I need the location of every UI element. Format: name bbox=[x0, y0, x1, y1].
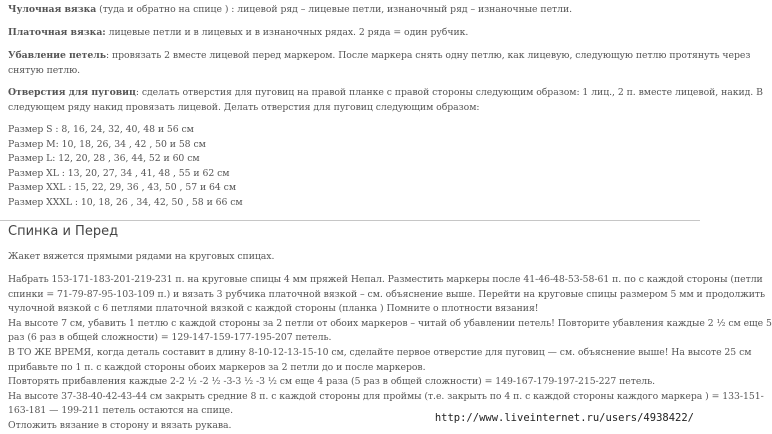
size-line: Размер XL : 13, 20, 27, 34 , 41, 48 , 55 и 62 см bbox=[8, 167, 230, 179]
instruction-line: Повторять прибавления каждые 2-2 ½ -2 ½ -3-3 ½ -3 ½ см еще 4 раза (5 раз в общей сложности) = 149-167-179-197-215-227 петель. bbox=[8, 376, 656, 388]
garter-paragraph bbox=[8, 26, 694, 41]
decrease-text-line2: снятую петлю. bbox=[8, 64, 81, 76]
buttonholes-text-line1: : сделать отверстия для пуговиц на правой планке с правой стороны следующим образом: 1 лиц., 2 п. вместе лицевой, накид. В bbox=[135, 87, 763, 98]
section-title: Спинка и Перед bbox=[8, 224, 119, 239]
size-line: Размер XXL : 15, 22, 29, 36 , 43, 50 , 57 и 64 см bbox=[8, 182, 237, 194]
size-line: Размер M: 10, 18, 26, 34 , 42 , 50 и 58 см bbox=[8, 138, 206, 150]
intro-paragraph bbox=[8, 250, 694, 265]
decrease-paragraph bbox=[8, 49, 751, 78]
instruction-line: спинки = 71-79-87-95-103-109 п.) и вязать 3 рубчика платочной вязкой – см. объяснение выше. Перейти на круговые спицы размером 5 мм и продолжить bbox=[8, 288, 766, 300]
instruction-line: На высоте 37-38-40-42-43-44 см закрыть средние 8 п. с каждой стороны для проймы (т.е. закрыть по 4 п. с каждой стороны каждого маркера ) = 133-151- bbox=[8, 390, 764, 402]
stockinette-term: Чулочная вязка bbox=[8, 4, 97, 15]
garter-text: лицевые петли и в лицевых и в изнаночных рядах. 2 ряда = один рубчик. bbox=[105, 27, 469, 38]
buttonholes-term: Отверстия для пуговиц bbox=[8, 87, 136, 98]
instruction-line: раз (6 раз в общей сложности) = 129-147-159-177-195-207 петель. bbox=[8, 332, 332, 344]
watermark-url: http://www.liveinternet.ru/users/4938422/ bbox=[434, 412, 694, 424]
decrease-term: Убавление петель bbox=[8, 50, 107, 61]
instruction-line: 163-181 — 199-211 петель остаются на спице. bbox=[8, 405, 234, 417]
sizes-list bbox=[8, 123, 694, 211]
instruction-line: прибавьте по 1 п. с каждой стороны обоих маркеров за 2 петли до и после маркеров. bbox=[8, 361, 426, 373]
instruction-line: Отложить вязание в сторону и вязать рукава. bbox=[8, 419, 232, 431]
instruction-line: В ТО ЖЕ ВРЕМЯ, когда деталь составит в длину 8-10-12-13-15-10 см, сделайте первое отверстие для пуговиц — см. объяснение выше! На высоте 25 см bbox=[8, 346, 752, 358]
buttonholes-paragraph bbox=[8, 86, 763, 115]
buttonholes-text-line2: следующем ряду накид провязать лицевой. Делать отверстия для пуговиц следующим образом: bbox=[8, 101, 480, 113]
instruction-line: На высоте 7 см, убавить 1 петлю с каждой стороны за 2 петли от обоих маркеров – читай об убавлении петель! Повторите убавления каждые 2 ½ см еще 5 bbox=[8, 317, 772, 329]
instruction-line: Набрать 153-171-183-201-219-231 п. на круговые спицы 4 мм пряжей Непал. Разместить маркеры после 41-46-48-53-58-61 п. по с каждой стороны (петли bbox=[8, 274, 763, 285]
size-line: Размер L: 12, 20, 28 , 36, 44, 52 и 60 см bbox=[8, 153, 200, 165]
garter-term: Платочная вязка: bbox=[8, 27, 106, 38]
section-divider bbox=[0, 220, 700, 221]
decrease-text-line1: : провязать 2 вместе лицевой перед маркером. После маркера снять одну петлю, как лицевую, следующую петлю протянуть через bbox=[106, 50, 751, 61]
stockinette-text: (туда и обратно на спице ) : лицевой ряд – лицевые петли, изнаночный ряд – изнаночные петли. bbox=[96, 4, 573, 15]
size-line: Размер S : 8, 16, 24, 32, 40, 48 и 56 см bbox=[8, 124, 194, 135]
intro-text: Жакет вяжется прямыми рядами на круговых спицах. bbox=[8, 251, 275, 262]
instruction-line: чулочной вязкой с 6 петлями платочной вязкой с каждой стороны (планка ) Помните о плотности вязания! bbox=[8, 303, 539, 315]
instructions-paragraph bbox=[8, 273, 772, 434]
stockinette-paragraph bbox=[8, 3, 694, 18]
size-line: Размер XXXL : 10, 18, 26 , 34, 42, 50 , 58 и 66 см bbox=[8, 196, 243, 208]
